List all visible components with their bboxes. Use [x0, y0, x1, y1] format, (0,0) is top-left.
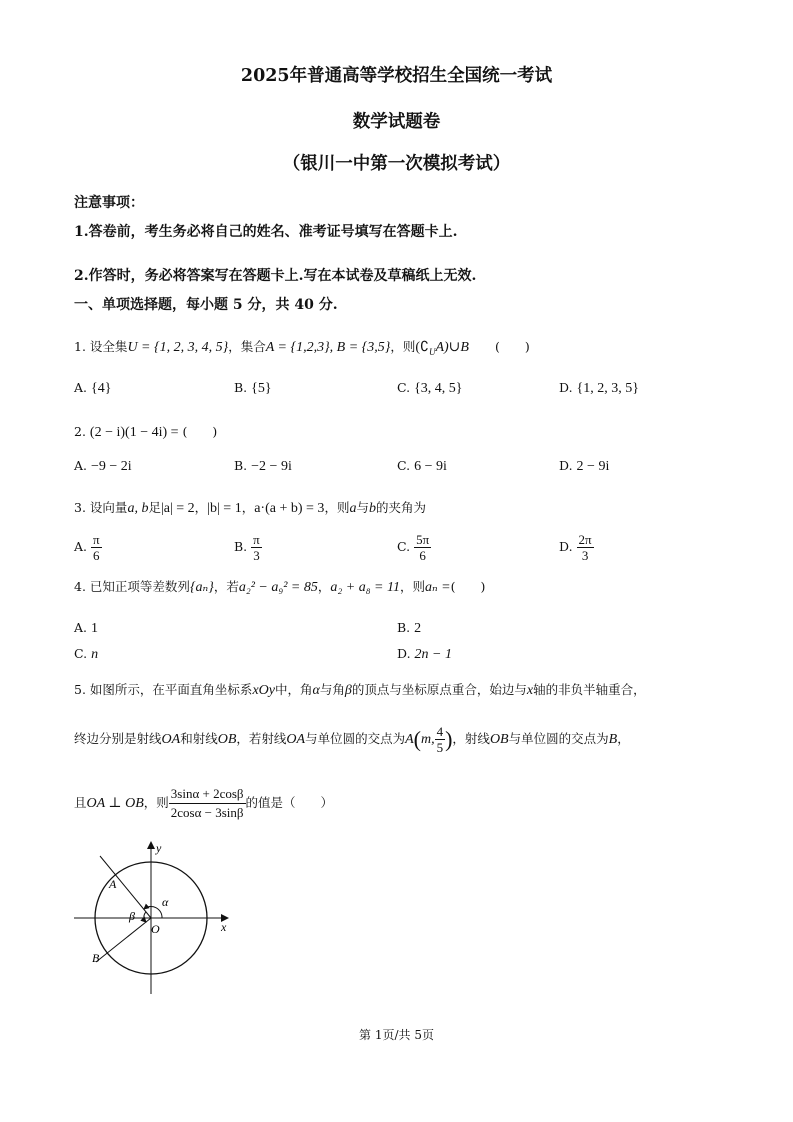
question-number: 1.: [74, 339, 86, 354]
question-number: 2.: [74, 424, 86, 439]
question-number: 3.: [74, 500, 86, 515]
q4-option-d: D. 2n − 1: [397, 646, 452, 662]
math-condition: |a| = 2: [160, 501, 195, 516]
math-sets: A = {1,2,3}, B = {3,5}: [265, 340, 391, 355]
ray-ob: [96, 918, 151, 962]
q4-option-c: C. n: [74, 646, 99, 662]
label-b: B: [92, 951, 100, 965]
question-text: 的夹角为: [375, 500, 426, 515]
q3-option-a: A. $\frac{\pi}{6}$: [74, 532, 100, 563]
exam-title: 2025年普通高等学校招生全国统一考试: [240, 66, 553, 86]
math-condition: a₂² − a₉² = 85: [238, 580, 318, 595]
math-sequence: {aₙ}: [189, 580, 214, 595]
unit-circle-figure: [70, 838, 240, 998]
label-a: A: [109, 877, 117, 891]
question-text: ，则: [399, 579, 425, 594]
math-condition: |b| = 1: [207, 501, 242, 516]
math-condition: a·(a + b) = 3: [254, 501, 325, 516]
exam-school: （银川一中第一次模拟考试）: [282, 154, 511, 174]
math-set-u: U = {1, 2, 3, 4, 5}: [127, 340, 229, 355]
math-expression: $(∁_UA)\cup B$: [415, 340, 469, 357]
question-text: 设全集: [89, 339, 128, 354]
page-footer: 第 1页/共 5页: [359, 1028, 434, 1042]
question-text: ，则: [324, 500, 350, 515]
q2-option-b: B. −2 − 9i: [234, 458, 292, 474]
math-vectors: a, b: [127, 501, 149, 516]
answer-blank: ( ): [494, 339, 530, 354]
question-text: 足: [148, 500, 161, 515]
q1-option-d: D. {1, 2, 3, 5}: [559, 380, 639, 396]
question-number: 4.: [74, 579, 86, 594]
question-1: [74, 337, 530, 357]
question-2: [74, 422, 217, 441]
q3-option-c: C. $\frac{5\pi}{6}$: [397, 532, 430, 563]
label-x: x: [221, 920, 227, 934]
question-text: ，集合: [228, 339, 266, 354]
math-expression: (2 − i)(1 − 4i) =: [89, 425, 179, 440]
angle-beta-arc: [144, 912, 146, 922]
q3-option-d: D. $\frac{2\pi}{3}$: [559, 532, 592, 563]
question-5-line-3: 且OA ⊥ OB，则 $\frac{3\sin\alpha + 2\cos\beta}{2\cos\alpha - 3\sin\beta}$ 的值是（ ）: [74, 786, 334, 820]
q4-option-b: B. 2: [397, 620, 422, 636]
q1-option-a: A. {4}: [74, 380, 112, 396]
q2-option-a: A. −9 − 2i: [74, 458, 132, 474]
q2-option-d: D. 2 − 9i: [559, 458, 610, 474]
q3-option-b: B. $\frac{\pi}{3}$: [234, 532, 260, 563]
note-item-1: 1.答卷前，考生务必将自己的姓名、准考证号填写在答题卡上.: [74, 224, 458, 240]
answer-blank: ( ): [182, 424, 218, 439]
question-5-line-1: 5. 如图所示，在平面直角坐标系xOy中，角α与角β的顶点与坐标原点重合，始边与x轴的非负半轴重合，: [74, 682, 646, 698]
exam-subtitle: 数学试题卷: [352, 112, 441, 132]
label-alpha: α: [162, 895, 169, 909]
question-text: ，若: [213, 579, 239, 594]
question-3: 3. 设向量a, b足|a| = 2，|b| = 1，a·(a + b) = 3，则a与b的夹角为: [74, 500, 426, 516]
notes-heading: 注意事项：: [74, 195, 144, 211]
question-text: ，则: [390, 339, 416, 354]
q2-option-c: C. 6 − 9i: [397, 458, 447, 474]
q4-option-a: A. 1: [74, 620, 98, 636]
q1-option-c: C. {3, 4, 5}: [397, 380, 463, 396]
section-heading: 一、单项选择题，每小题 5 分，共 40 分.: [74, 297, 338, 313]
question-5-line-2: 终边分别是射线OA和射线OB，若射线OA与单位圆的交点为A(m, $\frac{4}{5}$ )，射线OB与单位圆的交点为B，: [74, 724, 630, 755]
note-item-2: 2.作答时，务必将答案写在答题卡上.写在本试卷及草稿纸上无效.: [74, 268, 477, 284]
math-condition: a₂ + a₈ = 11: [330, 580, 400, 595]
answer-blank: ( ): [450, 579, 486, 594]
q1-option-b: B. {5}: [234, 380, 272, 396]
label-origin: O: [151, 922, 160, 936]
math-condition: aₙ =: [424, 580, 451, 595]
label-y: y: [156, 841, 162, 855]
question-4: 4. 已知正项等差数列{aₙ}，若a₂² − a₉² = 85，a₂ + a₈ = 11，则aₙ =( ): [74, 579, 486, 595]
question-text: 已知正项等差数列: [89, 579, 190, 594]
question-text: 设向量: [89, 500, 128, 515]
ray-oa: [100, 856, 151, 918]
question-number: 5.: [74, 682, 86, 697]
label-beta: β: [129, 909, 135, 923]
